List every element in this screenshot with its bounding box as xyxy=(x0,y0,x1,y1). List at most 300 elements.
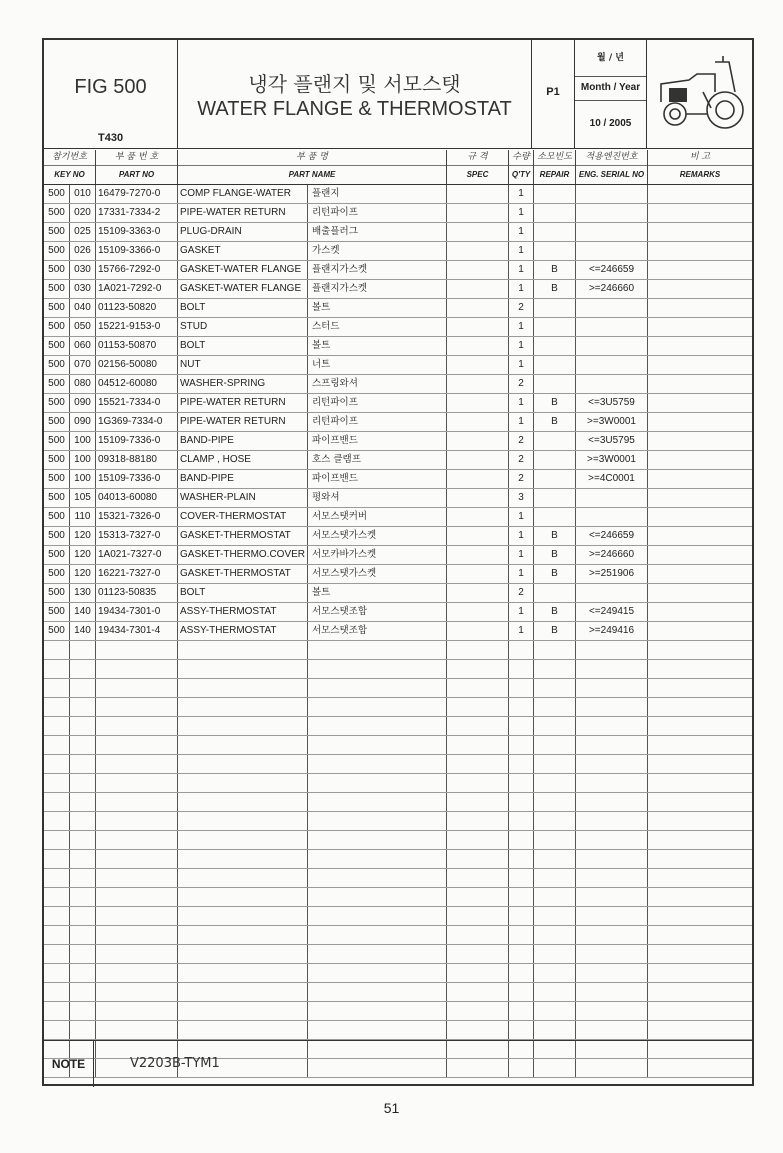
table-cell: PIPE-WATER RETURN xyxy=(178,204,308,222)
table-cell xyxy=(447,1002,509,1020)
table-row xyxy=(44,717,752,736)
table-row xyxy=(44,641,752,660)
table-cell: 19434-7301-4 xyxy=(96,622,178,640)
table-cell: 080 xyxy=(70,375,96,393)
table-cell: B xyxy=(534,261,576,279)
table-cell xyxy=(44,869,70,887)
table-cell: 030 xyxy=(70,261,96,279)
table-cell xyxy=(447,242,509,260)
table-cell: <=3U5759 xyxy=(576,394,648,412)
table-cell: 500 xyxy=(44,280,70,298)
table-cell: 서모스탯조합 xyxy=(308,603,447,621)
table-cell xyxy=(509,679,534,697)
table-cell: 리턴파이프 xyxy=(308,204,447,222)
table-cell: 02156-50080 xyxy=(96,356,178,374)
table-cell xyxy=(70,755,96,773)
table-cell: >=3W0001 xyxy=(576,451,648,469)
note-value: V2203B-TYM1 xyxy=(130,1056,220,1071)
table-cell xyxy=(576,945,648,963)
table-cell: 호스 클램프 xyxy=(308,451,447,469)
table-cell xyxy=(178,641,308,659)
table-cell: 파이프밴드 xyxy=(308,470,447,488)
table-cell xyxy=(576,375,648,393)
table-cell xyxy=(509,698,534,716)
table-cell xyxy=(96,660,178,678)
table-cell: 16479-7270-0 xyxy=(96,185,178,203)
col-repair-kr: 소모빈도 xyxy=(534,150,575,166)
table-cell xyxy=(447,869,509,887)
table-row xyxy=(44,812,752,831)
table-cell: 15521-7334-0 xyxy=(96,394,178,412)
table-cell xyxy=(576,204,648,222)
table-cell xyxy=(44,793,70,811)
table-cell: 리턴파이프 xyxy=(308,394,447,412)
table-cell xyxy=(576,489,648,507)
table-cell: 스터드 xyxy=(308,318,447,336)
table-cell: 010 xyxy=(70,185,96,203)
table-row xyxy=(44,983,752,1002)
table-row xyxy=(44,1002,752,1021)
table-cell: NUT xyxy=(178,356,308,374)
col-spec-en: SPEC xyxy=(466,170,489,179)
table-cell: 140 xyxy=(70,603,96,621)
table-cell xyxy=(648,242,752,260)
table-cell xyxy=(534,185,576,203)
table-cell: 가스켓 xyxy=(308,242,447,260)
table-cell: >=4C0001 xyxy=(576,470,648,488)
table-cell xyxy=(648,394,752,412)
parts-table-body xyxy=(44,185,752,1078)
table-cell: 500 xyxy=(44,299,70,317)
table-row xyxy=(44,489,752,508)
table-cell xyxy=(534,432,576,450)
table-cell: B xyxy=(534,394,576,412)
table-cell: 09318-88180 xyxy=(96,451,178,469)
table-cell xyxy=(648,907,752,925)
table-cell xyxy=(447,261,509,279)
table-cell: 서모스탯커버 xyxy=(308,508,447,526)
table-cell: 2 xyxy=(509,432,534,450)
table-cell xyxy=(534,698,576,716)
table-cell: 500 xyxy=(44,432,70,450)
table-row xyxy=(44,432,752,451)
table-cell: 1 xyxy=(509,394,534,412)
table-cell xyxy=(44,850,70,868)
table-cell: PLUG-DRAIN xyxy=(178,223,308,241)
table-cell xyxy=(576,850,648,868)
table-cell xyxy=(44,907,70,925)
table-cell xyxy=(648,793,752,811)
table-cell: 500 xyxy=(44,394,70,412)
col-remarks xyxy=(648,150,752,184)
table-cell xyxy=(308,1002,447,1020)
table-cell xyxy=(648,223,752,241)
table-cell xyxy=(576,964,648,982)
table-row xyxy=(44,280,752,299)
table-cell: 리턴파이프 xyxy=(308,413,447,431)
table-cell: 1A021-7327-0 xyxy=(96,546,178,564)
page-label: P1 xyxy=(546,86,560,98)
table-cell: 플랜지 xyxy=(308,185,447,203)
table-cell xyxy=(534,223,576,241)
table-cell: B xyxy=(534,280,576,298)
table-cell xyxy=(534,1002,576,1020)
table-cell xyxy=(534,375,576,393)
table-cell xyxy=(447,432,509,450)
table-cell xyxy=(576,641,648,659)
table-cell xyxy=(447,489,509,507)
table-cell xyxy=(509,793,534,811)
table-cell xyxy=(648,945,752,963)
table-cell: PIPE-WATER RETURN xyxy=(178,413,308,431)
col-part-en: PART NO xyxy=(118,170,155,179)
table-cell: 파이프밴드 xyxy=(308,432,447,450)
table-cell xyxy=(576,660,648,678)
table-row xyxy=(44,945,752,964)
table-cell xyxy=(447,660,509,678)
table-cell xyxy=(96,888,178,906)
table-cell xyxy=(648,280,752,298)
table-cell xyxy=(96,869,178,887)
table-cell xyxy=(44,964,70,982)
table-cell xyxy=(534,489,576,507)
table-cell xyxy=(447,850,509,868)
table-cell xyxy=(648,299,752,317)
table-cell xyxy=(178,983,308,1001)
table-cell xyxy=(576,679,648,697)
table-cell xyxy=(96,926,178,944)
table-cell xyxy=(648,698,752,716)
table-cell: B xyxy=(534,603,576,621)
table-cell xyxy=(447,1021,509,1039)
table-row xyxy=(44,755,752,774)
table-row xyxy=(44,413,752,432)
table-row xyxy=(44,242,752,261)
table-cell xyxy=(44,983,70,1001)
table-cell xyxy=(534,888,576,906)
table-cell xyxy=(447,394,509,412)
table-cell xyxy=(576,907,648,925)
note-row xyxy=(44,1040,752,1087)
table-cell: 2 xyxy=(509,299,534,317)
table-cell: 100 xyxy=(70,470,96,488)
table-cell: 1 xyxy=(509,223,534,241)
table-cell: 500 xyxy=(44,261,70,279)
table-cell xyxy=(648,812,752,830)
table-cell: 500 xyxy=(44,185,70,203)
tractor-cell xyxy=(647,40,752,148)
table-cell: ASSY-THERMOSTAT xyxy=(178,603,308,621)
table-cell xyxy=(534,774,576,792)
table-cell: 1 xyxy=(509,413,534,431)
table-cell: COMP FLANGE-WATER xyxy=(178,185,308,203)
table-cell: 130 xyxy=(70,584,96,602)
table-cell: 15766-7292-0 xyxy=(96,261,178,279)
table-cell xyxy=(648,755,752,773)
table-cell: WASHER-SPRING xyxy=(178,375,308,393)
col-key-en: KEY NO xyxy=(54,170,85,179)
table-cell: B xyxy=(534,413,576,431)
table-row xyxy=(44,907,752,926)
table-cell xyxy=(308,831,447,849)
table-cell xyxy=(534,812,576,830)
model-name: T430 xyxy=(98,132,124,144)
table-cell xyxy=(447,926,509,944)
page-number: 51 xyxy=(383,1100,400,1116)
table-cell xyxy=(576,299,648,317)
table-cell xyxy=(509,983,534,1001)
table-cell xyxy=(447,812,509,830)
table-cell: BAND-PIPE xyxy=(178,470,308,488)
table-cell: BOLT xyxy=(178,337,308,355)
table-cell: B xyxy=(534,622,576,640)
table-row xyxy=(44,223,752,242)
table-cell xyxy=(576,869,648,887)
table-cell xyxy=(576,831,648,849)
table-row xyxy=(44,204,752,223)
table-cell xyxy=(70,793,96,811)
table-cell xyxy=(534,717,576,735)
note-label: NOTE xyxy=(44,1041,94,1087)
table-cell xyxy=(509,755,534,773)
table-cell xyxy=(509,869,534,887)
table-cell: 01123-50820 xyxy=(96,299,178,317)
table-cell: 1 xyxy=(509,508,534,526)
table-cell xyxy=(308,717,447,735)
table-cell: 스프링와셔 xyxy=(308,375,447,393)
table-cell xyxy=(308,907,447,925)
table-cell: >=249416 xyxy=(576,622,648,640)
table-cell: 020 xyxy=(70,204,96,222)
table-cell xyxy=(44,660,70,678)
table-cell: B xyxy=(534,565,576,583)
table-cell xyxy=(70,1002,96,1020)
table-cell xyxy=(308,926,447,944)
table-cell xyxy=(509,945,534,963)
table-cell xyxy=(308,888,447,906)
table-cell xyxy=(44,812,70,830)
table-cell xyxy=(648,337,752,355)
table-cell xyxy=(509,736,534,754)
table-cell xyxy=(447,964,509,982)
col-qty xyxy=(509,150,534,184)
table-row xyxy=(44,850,752,869)
table-cell xyxy=(178,1021,308,1039)
header xyxy=(44,40,752,149)
table-cell xyxy=(648,204,752,222)
table-cell: 500 xyxy=(44,622,70,640)
table-cell: 1G369-7334-0 xyxy=(96,413,178,431)
table-cell: 2 xyxy=(509,451,534,469)
table-row xyxy=(44,698,752,717)
table-cell: 15221-9153-0 xyxy=(96,318,178,336)
table-cell xyxy=(308,964,447,982)
table-cell xyxy=(447,508,509,526)
table-cell xyxy=(308,774,447,792)
table-cell xyxy=(509,1002,534,1020)
table-cell xyxy=(534,736,576,754)
table-cell xyxy=(447,223,509,241)
table-cell xyxy=(534,755,576,773)
table-row xyxy=(44,869,752,888)
table-row xyxy=(44,451,752,470)
table-cell xyxy=(534,850,576,868)
table-cell xyxy=(70,869,96,887)
col-part-kr: 부 품 번 호 xyxy=(96,150,177,166)
table-cell xyxy=(509,907,534,925)
table-cell: 1 xyxy=(509,622,534,640)
table-cell xyxy=(96,907,178,925)
table-cell xyxy=(576,356,648,374)
table-cell xyxy=(447,945,509,963)
table-cell xyxy=(44,698,70,716)
table-cell: 030 xyxy=(70,280,96,298)
table-cell xyxy=(70,945,96,963)
table-cell: GASKET-WATER FLANGE xyxy=(178,261,308,279)
table-cell: STUD xyxy=(178,318,308,336)
table-cell xyxy=(447,527,509,545)
table-row xyxy=(44,774,752,793)
table-cell xyxy=(178,926,308,944)
table-row xyxy=(44,261,752,280)
table-row xyxy=(44,185,752,204)
table-row xyxy=(44,1021,752,1040)
table-cell xyxy=(96,698,178,716)
table-cell: B xyxy=(534,527,576,545)
table-cell: 500 xyxy=(44,470,70,488)
table-cell xyxy=(648,318,752,336)
table-cell xyxy=(96,736,178,754)
table-cell xyxy=(44,736,70,754)
table-cell xyxy=(178,964,308,982)
table-cell: 15109-3366-0 xyxy=(96,242,178,260)
table-cell: 15109-7336-0 xyxy=(96,432,178,450)
table-cell xyxy=(178,812,308,830)
table-cell: 1 xyxy=(509,603,534,621)
table-cell: 서모스탯조합 xyxy=(308,622,447,640)
table-cell: 01123-50835 xyxy=(96,584,178,602)
table-cell xyxy=(648,261,752,279)
table-cell xyxy=(648,926,752,944)
table-cell: 500 xyxy=(44,413,70,431)
table-cell xyxy=(70,850,96,868)
table-cell: 500 xyxy=(44,546,70,564)
table-cell xyxy=(648,660,752,678)
table-cell: 100 xyxy=(70,451,96,469)
table-cell xyxy=(44,774,70,792)
table-cell xyxy=(576,774,648,792)
table-cell xyxy=(648,964,752,982)
table-cell: 1 xyxy=(509,356,534,374)
table-row xyxy=(44,603,752,622)
table-cell xyxy=(96,641,178,659)
table-cell xyxy=(308,945,447,963)
table-cell: 500 xyxy=(44,489,70,507)
table-cell xyxy=(447,755,509,773)
table-cell xyxy=(447,698,509,716)
table-cell xyxy=(509,964,534,982)
col-name-en: PART NAME xyxy=(288,170,336,179)
table-cell xyxy=(178,736,308,754)
table-cell xyxy=(576,1002,648,1020)
table-cell xyxy=(648,869,752,887)
table-cell: PIPE-WATER RETURN xyxy=(178,394,308,412)
table-cell xyxy=(576,242,648,260)
table-cell xyxy=(648,888,752,906)
table-cell xyxy=(509,812,534,830)
table-cell xyxy=(44,1002,70,1020)
table-cell xyxy=(534,831,576,849)
col-part-no xyxy=(96,150,178,184)
table-cell: >=246660 xyxy=(576,546,648,564)
table-cell: 105 xyxy=(70,489,96,507)
table-cell: 500 xyxy=(44,337,70,355)
table-cell xyxy=(648,470,752,488)
table-cell xyxy=(447,280,509,298)
table-cell xyxy=(178,755,308,773)
table-row xyxy=(44,964,752,983)
table-cell xyxy=(534,964,576,982)
table-cell: 1 xyxy=(509,280,534,298)
table-cell xyxy=(648,736,752,754)
col-spec xyxy=(447,150,509,184)
table-cell: 1 xyxy=(509,546,534,564)
col-qty-kr: 수량 xyxy=(509,150,533,166)
table-cell: COVER-THERMOSTAT xyxy=(178,508,308,526)
table-cell xyxy=(576,337,648,355)
table-cell xyxy=(308,983,447,1001)
table-cell xyxy=(308,679,447,697)
table-cell xyxy=(447,603,509,621)
table-cell xyxy=(447,299,509,317)
table-cell xyxy=(447,831,509,849)
parts-list-sheet xyxy=(42,38,754,1086)
table-cell: 1 xyxy=(509,565,534,583)
table-cell xyxy=(648,546,752,564)
table-cell xyxy=(534,793,576,811)
table-cell xyxy=(576,223,648,241)
fig-number: FIG 500 xyxy=(74,76,147,98)
table-cell xyxy=(447,774,509,792)
table-cell: <=246659 xyxy=(576,261,648,279)
table-cell xyxy=(70,660,96,678)
table-cell: 15109-3363-0 xyxy=(96,223,178,241)
table-cell xyxy=(447,375,509,393)
table-cell xyxy=(648,983,752,1001)
table-cell: 500 xyxy=(44,584,70,602)
table-cell: <=249415 xyxy=(576,603,648,621)
table-cell: 500 xyxy=(44,508,70,526)
date-value: 10 / 2005 xyxy=(589,118,632,129)
table-cell xyxy=(576,185,648,203)
table-cell xyxy=(96,983,178,1001)
table-cell xyxy=(534,907,576,925)
fig-cell xyxy=(44,40,178,148)
table-cell xyxy=(648,774,752,792)
col-serial-en: ENG. SERIAL NO xyxy=(578,170,645,179)
table-cell: 500 xyxy=(44,375,70,393)
table-cell: 120 xyxy=(70,527,96,545)
table-row xyxy=(44,622,752,641)
table-cell xyxy=(70,774,96,792)
table-cell xyxy=(447,983,509,1001)
table-cell: BAND-PIPE xyxy=(178,432,308,450)
table-cell xyxy=(308,736,447,754)
table-row xyxy=(44,470,752,489)
table-cell: 볼트 xyxy=(308,299,447,317)
table-cell xyxy=(509,850,534,868)
table-cell xyxy=(447,622,509,640)
